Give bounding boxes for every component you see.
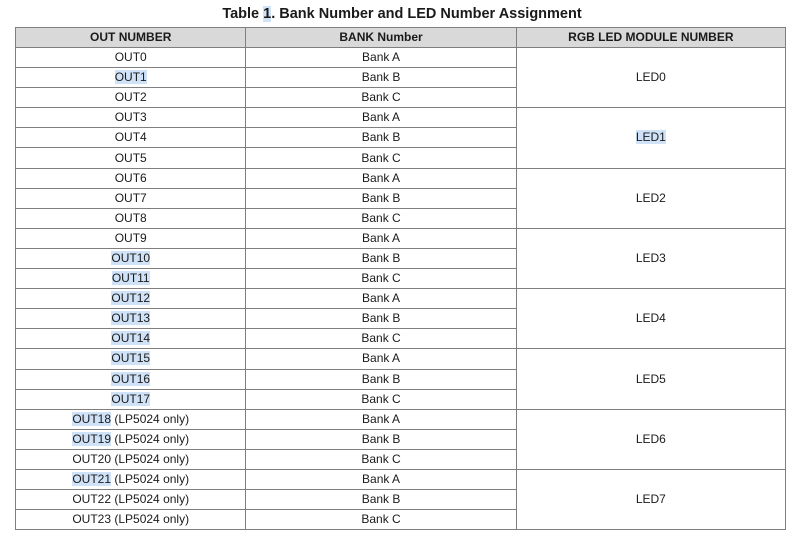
out-note: (LP5024 only) [111,451,190,466]
out-number-cell [16,168,246,188]
out-number: OUT9 [114,230,147,245]
out-number-cell [16,490,246,510]
out-number-cell [16,389,246,409]
out-number: OUT8 [114,210,147,225]
bank-cell: Bank C [246,88,516,108]
out-number-cell [16,309,246,329]
out-number: OUT18 [72,411,112,426]
out-number-cell [16,510,246,530]
out-number-cell [16,48,246,68]
out-number: OUT1 [114,70,147,85]
out-number: OUT22 [72,492,112,507]
out-number-cell [16,248,246,268]
led-module-cell [516,469,785,529]
bank-cell: Bank C [246,389,516,409]
out-number-cell [16,409,246,429]
table-row [16,289,786,309]
out-note: (LP5024 only) [111,431,190,446]
out-number: OUT21 [72,472,112,487]
bank-cell: Bank A [246,409,516,429]
bank-cell: Bank A [246,48,516,68]
out-number: OUT6 [114,170,147,185]
bank-cell: Bank C [246,269,516,289]
out-number-cell [16,148,246,168]
header-rgb-led-module: RGB LED MODULE NUMBER [516,28,785,48]
title-suffix: . Bank Number and LED Number Assignment [271,6,582,22]
table-row [16,48,786,68]
out-number: OUT20 [72,451,112,466]
out-number-cell [16,88,246,108]
out-number: OUT15 [111,351,151,366]
assignment-table [15,27,786,530]
led-module-cell [516,289,785,349]
bank-cell: Bank B [246,369,516,389]
out-number-cell [16,208,246,228]
table-row [16,469,786,489]
out-number: OUT12 [111,291,151,306]
bank-cell: Bank A [246,349,516,369]
out-number-cell [16,449,246,469]
bank-cell: Bank B [246,429,516,449]
led-module: LED5 [635,371,666,386]
out-number: OUT19 [72,431,112,446]
out-number: OUT10 [111,250,151,265]
title-number: 1 [263,6,272,22]
table-row [16,349,786,369]
bank-cell: Bank A [246,168,516,188]
led-module-cell [516,168,785,228]
bank-cell: Bank A [246,469,516,489]
led-module-cell [516,228,785,288]
out-number-cell [16,429,246,449]
out-number-cell [16,329,246,349]
header-row [16,28,786,48]
led-module: LED0 [635,70,666,85]
bank-cell: Bank A [246,289,516,309]
out-number-cell [16,128,246,148]
header-bank-number: BANK Number [246,28,516,48]
bank-cell: Bank C [246,329,516,349]
led-module: LED1 [635,130,666,145]
table-row [16,108,786,128]
table-title [0,4,804,24]
bank-cell: Bank B [246,490,516,510]
out-note: (LP5024 only) [111,472,190,487]
led-module: LED2 [635,190,666,205]
table-row [16,228,786,248]
out-number-cell [16,269,246,289]
out-number-cell [16,108,246,128]
led-module-cell [516,409,785,469]
out-number-cell [16,188,246,208]
out-number: OUT16 [111,371,151,386]
out-number-cell [16,469,246,489]
led-module-cell [516,108,785,168]
bank-cell: Bank B [246,128,516,148]
bank-cell: Bank B [246,68,516,88]
out-number: OUT7 [114,190,147,205]
out-number-cell [16,228,246,248]
bank-cell: Bank A [246,228,516,248]
out-number: OUT11 [111,271,150,286]
table-body [16,48,786,530]
out-number: OUT14 [111,331,151,346]
out-number: OUT3 [114,110,147,125]
out-number: OUT17 [111,391,151,406]
led-module: LED6 [635,431,666,446]
led-module: LED7 [635,492,666,507]
bank-cell: Bank C [246,449,516,469]
table-row [16,168,786,188]
out-number: OUT23 [72,512,112,527]
led-module: LED4 [635,311,666,326]
out-number: OUT0 [114,50,147,65]
out-number: OUT5 [114,150,147,165]
out-number-cell [16,369,246,389]
out-number-cell [16,349,246,369]
out-note: (LP5024 only) [111,512,190,527]
title-prefix: Table [222,6,264,22]
out-number: OUT4 [114,130,147,145]
bank-cell: Bank C [246,148,516,168]
bank-cell: Bank B [246,309,516,329]
header-out-number: OUT NUMBER [16,28,246,48]
bank-cell: Bank C [246,208,516,228]
led-module-cell [516,48,785,108]
table-row [16,409,786,429]
bank-cell: Bank A [246,108,516,128]
out-number-cell [16,289,246,309]
out-number: OUT2 [114,90,147,105]
bank-cell: Bank B [246,188,516,208]
out-note: (LP5024 only) [111,411,190,426]
led-module: LED3 [635,250,666,265]
out-note: (LP5024 only) [111,492,190,507]
bank-cell: Bank C [246,510,516,530]
out-number: OUT13 [111,311,151,326]
out-number-cell [16,68,246,88]
led-module-cell [516,349,785,409]
bank-cell: Bank B [246,248,516,268]
